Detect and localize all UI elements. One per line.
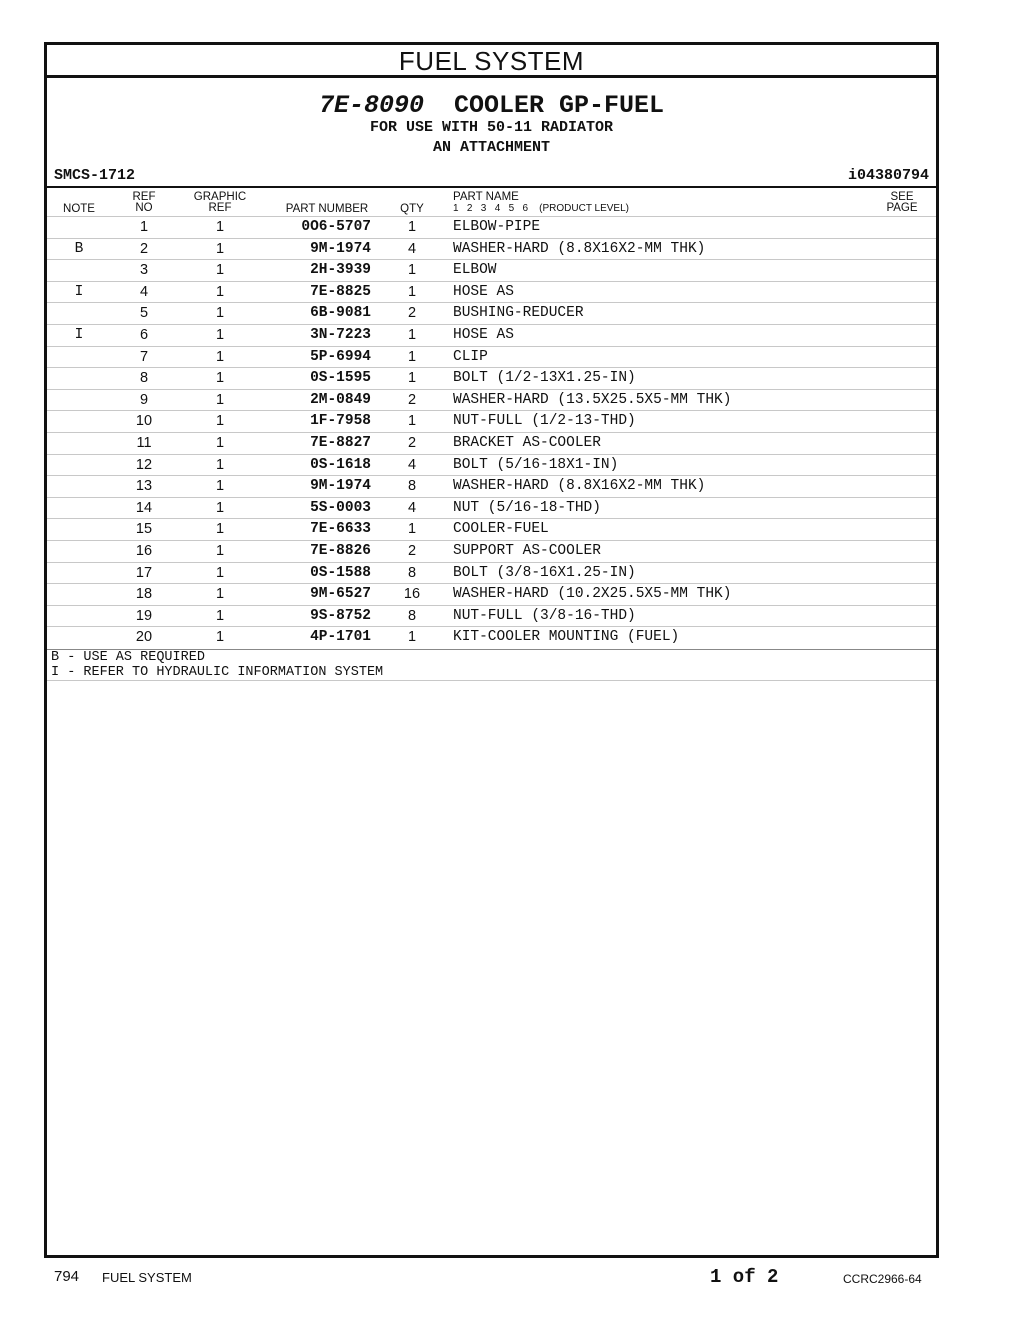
qty-cell: 4 xyxy=(407,499,417,516)
part-name-cell: WASHER-HARD (10.2X25.5X5-MM THK) xyxy=(453,586,732,603)
part-name-cell: BOLT (1/2-13X1.25-IN) xyxy=(453,370,636,387)
footer-page-of: 1 of 2 xyxy=(710,1266,779,1288)
table-row xyxy=(47,475,936,497)
graphic-ref-cell: 1 xyxy=(215,564,225,581)
part-number-cell: 9M-6527 xyxy=(310,586,371,603)
graphic-ref-cell: 1 xyxy=(215,629,225,646)
ref-no-cell: 19 xyxy=(135,607,153,624)
ref-no-cell: 8 xyxy=(139,370,149,387)
ref-no-cell: 13 xyxy=(135,478,153,495)
ref-no-cell: 5 xyxy=(139,305,149,322)
note-cell: B xyxy=(74,240,84,257)
ref-no-cell: 20 xyxy=(135,629,153,646)
ref-no-cell: 10 xyxy=(135,413,153,430)
graphic-ref-cell: 1 xyxy=(215,434,225,451)
document-id: i04380794 xyxy=(847,167,929,184)
part-number-cell: 9S-8752 xyxy=(310,607,371,624)
ref-no-cell: 12 xyxy=(135,456,153,473)
part-number-cell: 6B-9081 xyxy=(310,305,371,322)
column-header-note: NOTE xyxy=(63,203,95,215)
graphic-ref-cell: 1 xyxy=(215,542,225,559)
ref-no-cell: 9 xyxy=(139,391,149,408)
table-row xyxy=(47,605,936,627)
qty-cell: 8 xyxy=(407,478,417,495)
footer-page-number: 794 xyxy=(54,1268,80,1285)
qty-cell: 1 xyxy=(407,413,417,430)
part-name-cell: BUSHING-REDUCER xyxy=(453,305,584,322)
notes-section xyxy=(47,649,936,681)
part-name-cell: SUPPORT AS-COOLER xyxy=(453,542,601,559)
group-name: COOLER GP-FUEL xyxy=(454,91,665,120)
qty-cell: 1 xyxy=(407,262,417,279)
page-frame xyxy=(44,42,939,1258)
part-name-cell: HOSE AS xyxy=(453,283,514,300)
ref-no-cell: 18 xyxy=(135,586,153,603)
ref-no-cell: 16 xyxy=(135,542,153,559)
qty-cell: 1 xyxy=(407,370,417,387)
ref-no-cell: 11 xyxy=(136,434,152,451)
part-number-cell: 2M-0849 xyxy=(310,391,371,408)
part-number-cell: 5P-6994 xyxy=(310,348,371,365)
ref-no-cell: 7 xyxy=(139,348,149,365)
table-row xyxy=(47,346,936,368)
graphic-ref-cell: 1 xyxy=(215,586,225,603)
part-number-cell: 3N-7223 xyxy=(310,326,371,343)
graphic-ref-cell: 1 xyxy=(215,370,225,387)
column-header-qty: QTY xyxy=(400,203,424,215)
qty-cell: 1 xyxy=(407,521,417,538)
qty-cell: 1 xyxy=(407,219,417,235)
table-row xyxy=(47,583,936,605)
qty-cell: 4 xyxy=(407,456,417,473)
column-header-see-page: SEE PAGE xyxy=(886,191,918,214)
part-number-cell: 4P-1701 xyxy=(310,629,371,646)
qty-cell: 1 xyxy=(407,326,417,343)
table-row xyxy=(47,389,936,411)
graphic-ref-cell: 1 xyxy=(215,413,225,430)
header-divider xyxy=(47,186,936,188)
note-cell: I xyxy=(74,326,84,343)
qty-cell: 1 xyxy=(407,629,417,646)
graphic-ref-cell: 1 xyxy=(215,326,225,343)
note-i: I - REFER TO HYDRAULIC INFORMATION SYSTEM xyxy=(51,665,384,680)
table-row xyxy=(47,518,936,540)
graphic-ref-cell: 1 xyxy=(215,283,225,300)
part-name-cell: HOSE AS xyxy=(453,326,514,343)
part-number-cell: 7E-8826 xyxy=(310,542,371,559)
parts-table xyxy=(47,216,936,648)
qty-cell: 16 xyxy=(403,586,421,603)
part-number-cell: 0S-1618 xyxy=(310,456,371,473)
graphic-ref-cell: 1 xyxy=(215,456,225,473)
part-number-cell: 5S-0003 xyxy=(310,499,371,516)
section-title: FUEL SYSTEM xyxy=(47,45,936,78)
ref-no-cell: 14 xyxy=(135,499,153,516)
table-row xyxy=(47,626,936,648)
qty-cell: 8 xyxy=(407,564,417,581)
part-name-cell: BOLT (3/8-16X1.25-IN) xyxy=(453,564,636,581)
graphic-ref-cell: 1 xyxy=(215,499,225,516)
qty-cell: 2 xyxy=(407,434,417,451)
part-number-cell: 0O6-5707 xyxy=(301,219,371,235)
table-row xyxy=(47,281,936,303)
ref-no-cell: 2 xyxy=(139,240,149,257)
note-b: B - USE AS REQUIRED xyxy=(51,650,205,665)
group-subtitle-1: FOR USE WITH 50-11 RADIATOR xyxy=(369,119,614,136)
table-row xyxy=(47,216,936,238)
part-name-cell: KIT-COOLER MOUNTING (FUEL) xyxy=(453,629,680,646)
part-name-cell: CLIP xyxy=(453,348,488,365)
part-name-cell: WASHER-HARD (13.5X25.5X5-MM THK) xyxy=(453,391,732,408)
part-name-cell: NUT-FULL (1/2-13-THD) xyxy=(453,413,636,430)
table-row xyxy=(47,497,936,519)
part-name-cell: WASHER-HARD (8.8X16X2-MM THK) xyxy=(453,478,706,495)
column-header-part-number: PART NUMBER xyxy=(285,203,369,215)
footer-code: CCRC2966-64 xyxy=(843,1272,922,1286)
table-row xyxy=(47,454,936,476)
qty-cell: 4 xyxy=(407,240,417,257)
graphic-ref-cell: 1 xyxy=(215,262,225,279)
graphic-ref-cell: 1 xyxy=(215,391,225,408)
column-header-graphic-ref: GRAPHIC REF xyxy=(193,191,247,214)
table-row xyxy=(47,259,936,281)
table-row xyxy=(47,562,936,584)
part-name-cell: WASHER-HARD (8.8X16X2-MM THK) xyxy=(453,240,706,257)
table-row xyxy=(47,540,936,562)
part-number-cell: 2H-3939 xyxy=(310,262,371,279)
table-row xyxy=(47,324,936,346)
part-number-cell: 9M-1974 xyxy=(310,240,371,257)
ref-no-cell: 6 xyxy=(139,326,149,343)
qty-cell: 2 xyxy=(407,542,417,559)
graphic-ref-cell: 1 xyxy=(215,305,225,322)
part-number-cell: 0S-1588 xyxy=(310,564,371,581)
notes-divider xyxy=(47,680,936,681)
ref-no-cell: 1 xyxy=(139,219,149,235)
part-name-cell: BRACKET AS-COOLER xyxy=(453,434,601,451)
part-name-cell: BOLT (5/16-18X1-IN) xyxy=(453,456,619,473)
qty-cell: 2 xyxy=(407,391,417,408)
note-cell: I xyxy=(74,283,84,300)
part-number-cell: 7E-8825 xyxy=(310,283,371,300)
qty-cell: 1 xyxy=(407,283,417,300)
graphic-ref-cell: 1 xyxy=(215,219,225,235)
ref-no-cell: 17 xyxy=(135,564,153,581)
part-number-cell: 7E-6633 xyxy=(310,521,371,538)
ref-no-cell: 3 xyxy=(139,262,149,279)
smcs-code: SMCS-1712 xyxy=(54,167,136,184)
part-number-cell: 9M-1974 xyxy=(310,478,371,495)
part-name-cell: COOLER-FUEL xyxy=(453,521,549,538)
graphic-ref-cell: 1 xyxy=(215,348,225,365)
ref-no-cell: 4 xyxy=(139,283,149,300)
graphic-ref-cell: 1 xyxy=(215,521,225,538)
part-name-cell: NUT (5/16-18-THD) xyxy=(453,499,601,516)
group-subtitle-2: AN ATTACHMENT xyxy=(432,139,551,156)
part-number-cell: 1F-7958 xyxy=(310,413,371,430)
graphic-ref-cell: 1 xyxy=(215,240,225,257)
column-header-part-name: PART NAME xyxy=(453,191,519,203)
footer-section: FUEL SYSTEM xyxy=(102,1270,192,1285)
table-row xyxy=(47,367,936,389)
column-header-product-levels: 1 2 3 4 5 6 (PRODUCT LEVEL) xyxy=(453,203,629,214)
qty-cell: 8 xyxy=(407,607,417,624)
table-row xyxy=(47,410,936,432)
part-number-cell: 7E-8827 xyxy=(310,434,371,451)
table-row xyxy=(47,238,936,260)
part-name-cell: ELBOW xyxy=(453,262,497,279)
ref-no-cell: 15 xyxy=(135,521,153,538)
column-header-ref-no: REF NO xyxy=(132,191,156,214)
part-number-cell: 0S-1595 xyxy=(310,370,371,387)
part-name-cell: ELBOW-PIPE xyxy=(453,219,541,235)
table-row xyxy=(47,432,936,454)
group-title xyxy=(47,91,936,120)
graphic-ref-cell: 1 xyxy=(215,607,225,624)
graphic-ref-cell: 1 xyxy=(215,478,225,495)
qty-cell: 1 xyxy=(407,348,417,365)
table-row xyxy=(47,302,936,324)
part-name-cell: NUT-FULL (3/8-16-THD) xyxy=(453,607,636,624)
qty-cell: 2 xyxy=(407,305,417,322)
group-part-number: 7E-8090 xyxy=(318,91,424,120)
